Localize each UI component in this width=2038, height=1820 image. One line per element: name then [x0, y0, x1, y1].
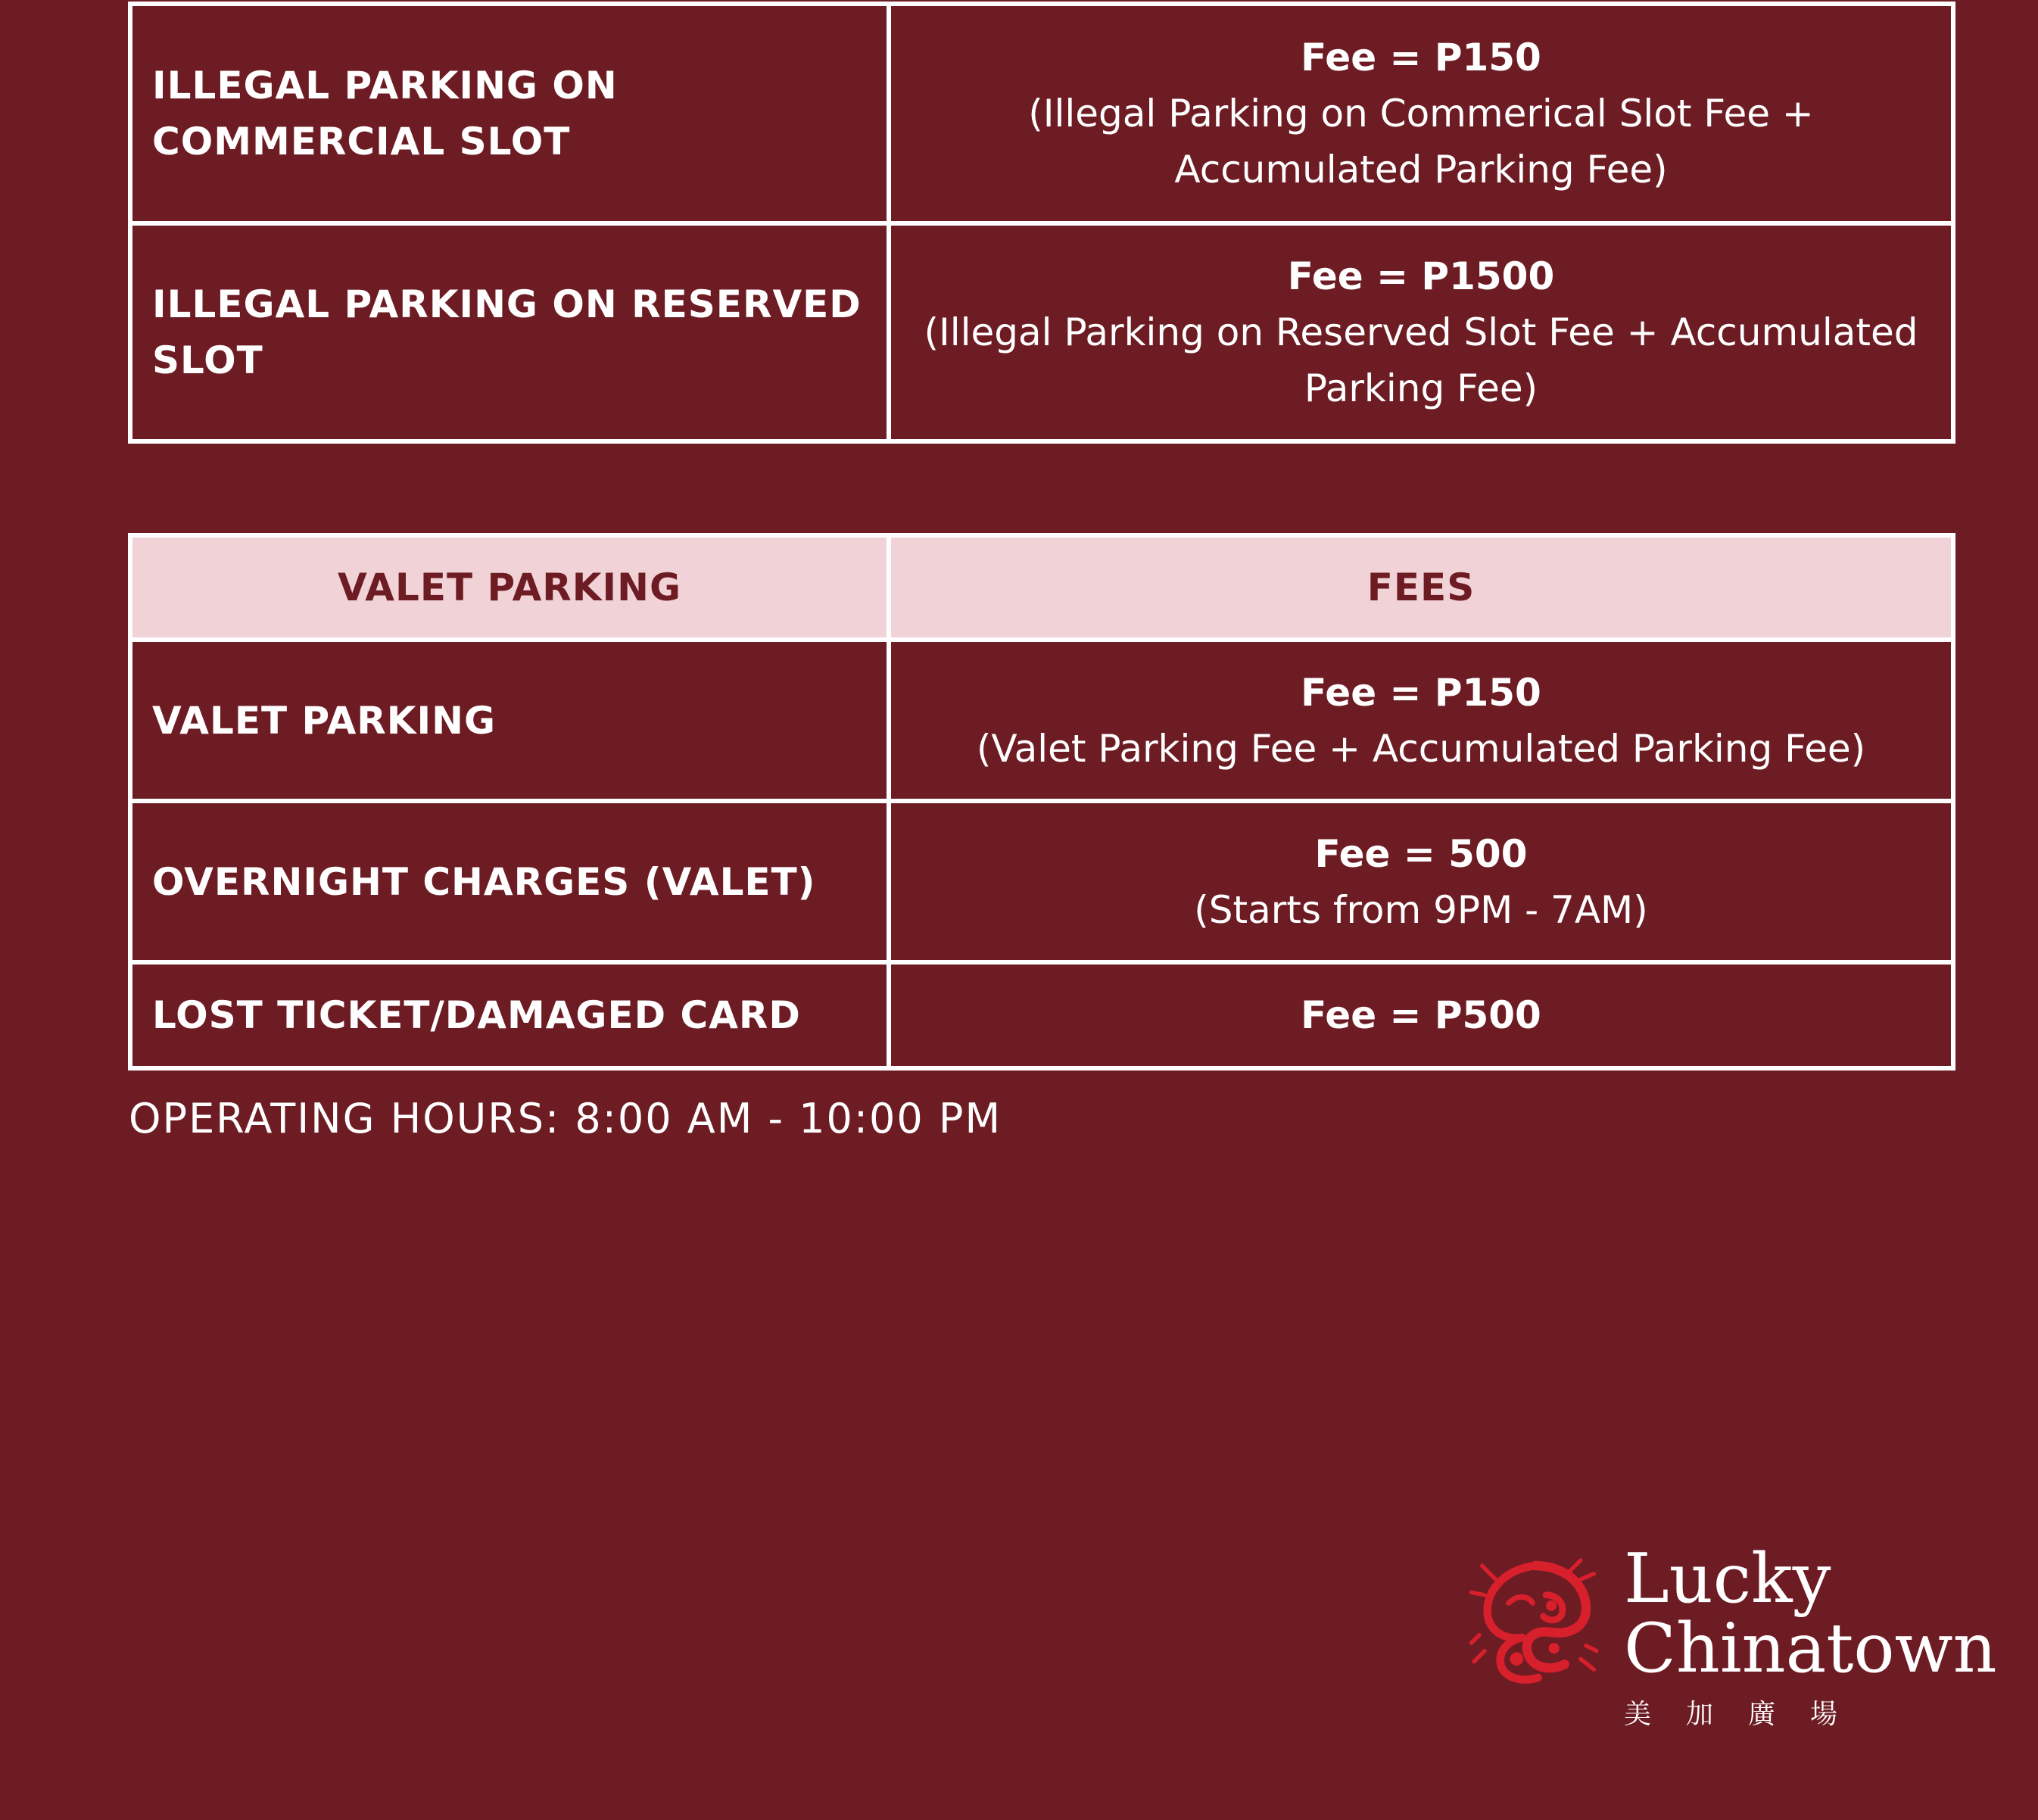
fee-amount: Fee = P500: [1301, 993, 1541, 1037]
fee-amount: Fee = P150: [1301, 670, 1541, 715]
fee-amount: Fee = P150: [1301, 36, 1541, 79]
logo-line2: Chinatown: [1624, 1609, 1997, 1688]
fee-note: (Starts from 9PM - 7AM): [1194, 887, 1648, 932]
fee-note: (Illegal Parking on Reserved Slot Fee + Accumulated Parking Fee): [924, 310, 1918, 410]
table-row: [130, 640, 1953, 801]
row-label: OVERNIGHT CHARGES (VALET): [130, 801, 889, 962]
fee-cell: [889, 801, 1953, 962]
fee-cell: [889, 4, 1953, 223]
valet-parking-table: [128, 533, 1955, 1070]
column-header-fees: FEES: [889, 535, 1953, 640]
logo-line1: Lucky: [1624, 1539, 1831, 1619]
column-header-service: VALET PARKING: [130, 535, 889, 640]
row-label: ILLEGAL PARKING ON COMMERCIAL SLOT: [130, 4, 889, 223]
table-row: [130, 4, 1953, 223]
table-header-row: [130, 535, 1953, 640]
table-row: [130, 801, 1953, 962]
row-label: LOST TICKET/DAMAGED CARD: [130, 962, 889, 1068]
logo-wordmark: [1624, 1539, 1997, 1688]
logo-chinese-name: 美加廣場: [1624, 1699, 1873, 1730]
row-label: VALET PARKING: [130, 640, 889, 801]
dragon-icon: [1469, 1555, 1602, 1688]
fee-cell: [889, 640, 1953, 801]
operating-hours: OPERATING HOURS: 8:00 AM - 10:00 PM: [129, 1095, 1002, 1142]
fee-cell: [889, 962, 1953, 1068]
fee-amount: Fee = P1500: [1287, 254, 1555, 298]
row-label: ILLEGAL PARKING ON RESERVED SLOT: [130, 223, 889, 441]
illegal-parking-table: [128, 2, 1955, 444]
fee-note: (Illegal Parking on Commerical Slot Fee + Accumulated Parking Fee): [1028, 92, 1814, 192]
table-row: [130, 962, 1953, 1068]
table-row: [130, 223, 1953, 441]
fee-cell: [889, 223, 1953, 441]
fee-note: (Valet Parking Fee + Accumulated Parking Fee): [976, 726, 1866, 771]
fee-amount: Fee = 500: [1314, 831, 1528, 876]
lucky-chinatown-logo: [1469, 1539, 1997, 1741]
